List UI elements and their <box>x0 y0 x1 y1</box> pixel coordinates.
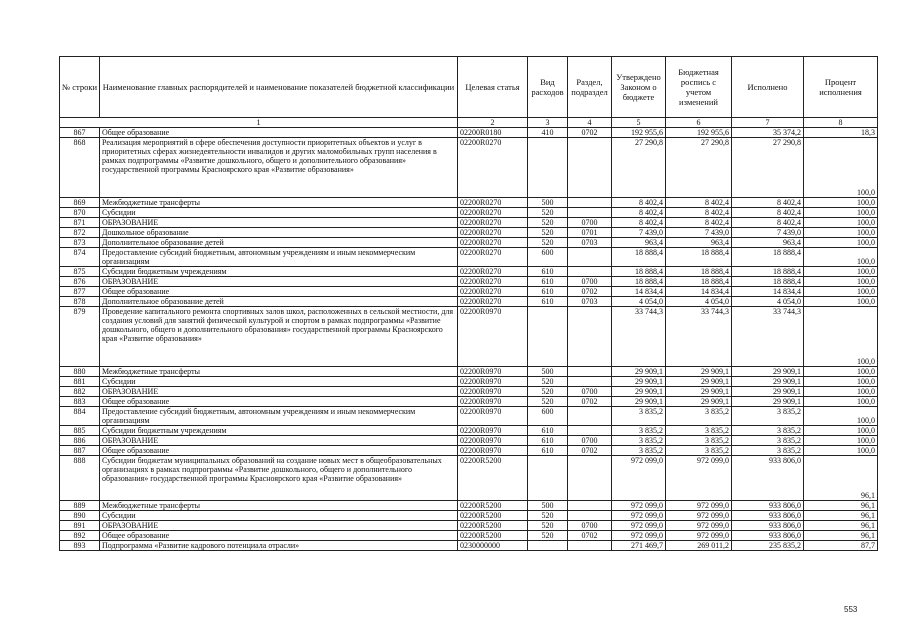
target-article: 02200R0270 <box>458 238 528 248</box>
section-code: 0700 <box>568 387 612 397</box>
column-number: 1 <box>60 118 458 128</box>
target-article: 02200R5200 <box>458 456 528 501</box>
budget-amount: 29 909,1 <box>666 367 732 377</box>
column-number: 2 <box>458 118 528 128</box>
approved-amount: 271 469,7 <box>612 541 666 551</box>
budget-amount: 7 439,0 <box>666 228 732 238</box>
execution-percent: 96,1 <box>804 531 878 541</box>
header-indicator-name: Наименование главных распорядителей и наименование показателей бюджетной классификации <box>100 57 458 118</box>
expense-type: 610 <box>528 267 568 277</box>
target-article: 02200R5200 <box>458 511 528 521</box>
execution-percent: 100,0 <box>804 397 878 407</box>
section-code <box>568 208 612 218</box>
indicator-name: Общее образование <box>100 128 458 138</box>
executed-amount: 35 374,2 <box>732 128 804 138</box>
execution-percent: 100,0 <box>804 267 878 277</box>
executed-amount: 18 888,4 <box>732 267 804 277</box>
section-code <box>568 248 612 267</box>
budget-amount: 972 099,0 <box>666 531 732 541</box>
execution-percent: 100,0 <box>804 436 878 446</box>
budget-amount: 972 099,0 <box>666 521 732 531</box>
target-article: 0230000000 <box>458 541 528 551</box>
execution-percent: 100,0 <box>804 228 878 238</box>
executed-amount: 235 835,2 <box>732 541 804 551</box>
budget-amount: 3 835,2 <box>666 446 732 456</box>
expense-type: 610 <box>528 436 568 446</box>
approved-amount: 3 835,2 <box>612 446 666 456</box>
approved-amount: 27 290,8 <box>612 138 666 198</box>
indicator-name: Субсидии бюджетным учреждениям <box>100 267 458 277</box>
execution-percent: 100,0 <box>804 446 878 456</box>
table-row <box>60 456 878 501</box>
column-number: 4 <box>568 118 612 128</box>
table-row <box>60 501 878 511</box>
executed-amount: 3 835,2 <box>732 446 804 456</box>
expense-type: 610 <box>528 297 568 307</box>
expense-type: 410 <box>528 128 568 138</box>
row-number: 871 <box>60 218 100 228</box>
row-number: 873 <box>60 238 100 248</box>
budget-execution-table <box>59 56 878 551</box>
column-number: 7 <box>732 118 804 128</box>
budget-amount: 8 402,4 <box>666 198 732 208</box>
expense-type <box>528 307 568 367</box>
budget-amount: 8 402,4 <box>666 218 732 228</box>
budget-amount: 972 099,0 <box>666 456 732 501</box>
approved-amount: 18 888,4 <box>612 277 666 287</box>
section-code: 0700 <box>568 436 612 446</box>
column-number-row <box>60 118 878 128</box>
column-number: 8 <box>804 118 878 128</box>
row-number: 888 <box>60 456 100 501</box>
executed-amount: 8 402,4 <box>732 208 804 218</box>
header-budget-schedule: Бюджетная роспись с учетом изменений <box>666 57 732 118</box>
target-article: 02200R0970 <box>458 387 528 397</box>
row-number: 875 <box>60 267 100 277</box>
row-number: 887 <box>60 446 100 456</box>
budget-amount: 3 835,2 <box>666 436 732 446</box>
execution-percent: 100,0 <box>804 208 878 218</box>
row-number: 882 <box>60 387 100 397</box>
approved-amount: 3 835,2 <box>612 436 666 446</box>
executed-amount: 3 835,2 <box>732 436 804 446</box>
header-row-number: № строки <box>60 57 100 118</box>
executed-amount: 8 402,4 <box>732 198 804 208</box>
table-row <box>60 446 878 456</box>
executed-amount: 933 806,0 <box>732 511 804 521</box>
executed-amount: 933 806,0 <box>732 531 804 541</box>
target-article: 02200R0270 <box>458 138 528 198</box>
indicator-name: Предоставление субсидий бюджетным, автономным учреждениям и иным некоммерческим организациям <box>100 248 458 267</box>
table-row <box>60 228 878 238</box>
execution-percent: 96,1 <box>804 511 878 521</box>
execution-percent: 100,0 <box>804 297 878 307</box>
row-number: 890 <box>60 511 100 521</box>
section-code: 0700 <box>568 521 612 531</box>
execution-percent: 96,1 <box>804 456 878 501</box>
execution-percent: 100,0 <box>804 307 878 367</box>
header-expense-type: Вид расходов <box>528 57 568 118</box>
budget-amount: 8 402,4 <box>666 208 732 218</box>
executed-amount: 933 806,0 <box>732 501 804 511</box>
budget-amount: 972 099,0 <box>666 511 732 521</box>
section-code <box>568 541 612 551</box>
approved-amount: 29 909,1 <box>612 397 666 407</box>
row-number: 880 <box>60 367 100 377</box>
budget-amount: 3 835,2 <box>666 426 732 436</box>
table-row <box>60 426 878 436</box>
expense-type <box>528 138 568 198</box>
executed-amount: 963,4 <box>732 238 804 248</box>
executed-amount: 14 834,4 <box>732 287 804 297</box>
approved-amount: 972 099,0 <box>612 531 666 541</box>
indicator-name: Дополнительное образование детей <box>100 238 458 248</box>
execution-percent: 100,0 <box>804 198 878 208</box>
execution-percent: 100,0 <box>804 238 878 248</box>
table-row <box>60 248 878 267</box>
column-number: 5 <box>612 118 666 128</box>
approved-amount: 192 955,6 <box>612 128 666 138</box>
executed-amount: 29 909,1 <box>732 387 804 397</box>
budget-amount: 963,4 <box>666 238 732 248</box>
target-article: 02200R0970 <box>458 407 528 426</box>
target-article: 02200R0970 <box>458 397 528 407</box>
section-code: 0702 <box>568 397 612 407</box>
target-article: 02200R0270 <box>458 248 528 267</box>
executed-amount: 18 888,4 <box>732 248 804 267</box>
indicator-name: Субсидии бюджетам муниципальных образований на создание новых мест в общеобразовательных организациях в рамках подпрограммы «Развитие дошкольного, общего и дополнительного образования» государственной программы Красноярского края «Развитие образования» <box>100 456 458 501</box>
budget-amount: 18 888,4 <box>666 248 732 267</box>
target-article: 02200R0270 <box>458 267 528 277</box>
approved-amount: 3 835,2 <box>612 426 666 436</box>
target-article: 02200R0270 <box>458 277 528 287</box>
execution-percent: 100,0 <box>804 367 878 377</box>
executed-amount: 3 835,2 <box>732 407 804 426</box>
section-code: 0700 <box>568 277 612 287</box>
indicator-name: Предоставление субсидий бюджетным, автономным учреждениям и иным некоммерческим организациям <box>100 407 458 426</box>
section-code: 0700 <box>568 218 612 228</box>
target-article: 02200R0970 <box>458 446 528 456</box>
indicator-name: Дошкольное образование <box>100 228 458 238</box>
row-number: 868 <box>60 138 100 198</box>
executed-amount: 4 054,0 <box>732 297 804 307</box>
expense-type: 500 <box>528 367 568 377</box>
row-number: 878 <box>60 297 100 307</box>
target-article: 02200R5200 <box>458 531 528 541</box>
executed-amount: 27 290,8 <box>732 138 804 198</box>
target-article: 02200R0970 <box>458 307 528 367</box>
section-code <box>568 198 612 208</box>
table-row <box>60 531 878 541</box>
expense-type: 610 <box>528 287 568 297</box>
approved-amount: 972 099,0 <box>612 521 666 531</box>
approved-amount: 3 835,2 <box>612 407 666 426</box>
budget-amount: 29 909,1 <box>666 387 732 397</box>
indicator-name: Субсидии <box>100 511 458 521</box>
expense-type: 500 <box>528 198 568 208</box>
indicator-name: Межбюджетные трансферты <box>100 501 458 511</box>
execution-percent: 100,0 <box>804 387 878 397</box>
budget-amount: 3 835,2 <box>666 407 732 426</box>
indicator-name: ОБРАЗОВАНИЕ <box>100 218 458 228</box>
section-code <box>568 501 612 511</box>
expense-type: 520 <box>528 531 568 541</box>
table-row <box>60 138 878 198</box>
executed-amount: 933 806,0 <box>732 521 804 531</box>
table-row <box>60 377 878 387</box>
indicator-name: Проведение капитального ремонта спортивных залов школ, расположенных в сельской местности, для создания условий для занятий физической культурой и спортом в рамках подпрограммы «Развитие дошкольного, общего и дополнительного образования» государственной программы Красноярского края «Развитие образования» <box>100 307 458 367</box>
row-number: 881 <box>60 377 100 387</box>
indicator-name: Субсидии <box>100 377 458 387</box>
target-article: 02200R0970 <box>458 377 528 387</box>
approved-amount: 8 402,4 <box>612 198 666 208</box>
expense-type: 520 <box>528 377 568 387</box>
row-number: 893 <box>60 541 100 551</box>
executed-amount: 933 806,0 <box>732 456 804 501</box>
section-code <box>568 307 612 367</box>
page-number: 553 <box>844 605 858 614</box>
budget-amount: 18 888,4 <box>666 277 732 287</box>
row-number: 885 <box>60 426 100 436</box>
row-number: 874 <box>60 248 100 267</box>
budget-amount: 4 054,0 <box>666 297 732 307</box>
row-number: 883 <box>60 397 100 407</box>
executed-amount: 29 909,1 <box>732 367 804 377</box>
execution-percent: 100,0 <box>804 277 878 287</box>
row-number: 869 <box>60 198 100 208</box>
approved-amount: 29 909,1 <box>612 387 666 397</box>
approved-amount: 29 909,1 <box>612 367 666 377</box>
header-executed: Исполнено <box>732 57 804 118</box>
header-approved: Утверждено Законом о бюджете <box>612 57 666 118</box>
budget-amount: 14 834,4 <box>666 287 732 297</box>
executed-amount: 3 835,2 <box>732 426 804 436</box>
target-article: 02200R0270 <box>458 297 528 307</box>
section-code <box>568 367 612 377</box>
section-code <box>568 407 612 426</box>
table-row <box>60 297 878 307</box>
target-article: 02200R0270 <box>458 287 528 297</box>
execution-percent: 100,0 <box>804 407 878 426</box>
row-number: 892 <box>60 531 100 541</box>
approved-amount: 4 054,0 <box>612 297 666 307</box>
section-code: 0703 <box>568 238 612 248</box>
budget-amount: 269 011,2 <box>666 541 732 551</box>
approved-amount: 33 744,3 <box>612 307 666 367</box>
indicator-name: Межбюджетные трансферты <box>100 198 458 208</box>
target-article: 02200R0270 <box>458 198 528 208</box>
approved-amount: 972 099,0 <box>612 501 666 511</box>
header-row <box>60 57 878 118</box>
section-code: 0702 <box>568 531 612 541</box>
table-row <box>60 287 878 297</box>
execution-percent: 100,0 <box>804 218 878 228</box>
executed-amount: 29 909,1 <box>732 377 804 387</box>
row-number: 877 <box>60 287 100 297</box>
target-article: 02200R0270 <box>458 218 528 228</box>
indicator-name: Общее образование <box>100 531 458 541</box>
table-row <box>60 238 878 248</box>
target-article: 02200R5200 <box>458 501 528 511</box>
executed-amount: 29 909,1 <box>732 397 804 407</box>
expense-type: 520 <box>528 397 568 407</box>
table-row <box>60 367 878 377</box>
section-code: 0701 <box>568 228 612 238</box>
section-code: 0702 <box>568 287 612 297</box>
expense-type: 610 <box>528 426 568 436</box>
section-code: 0702 <box>568 128 612 138</box>
execution-percent: 96,1 <box>804 501 878 511</box>
row-number: 876 <box>60 277 100 287</box>
target-article: 02200R0270 <box>458 228 528 238</box>
row-number: 886 <box>60 436 100 446</box>
table-row <box>60 521 878 531</box>
expense-type: 500 <box>528 501 568 511</box>
budget-amount: 192 955,6 <box>666 128 732 138</box>
section-code <box>568 511 612 521</box>
row-number: 872 <box>60 228 100 238</box>
budget-amount: 29 909,1 <box>666 377 732 387</box>
approved-amount: 8 402,4 <box>612 208 666 218</box>
approved-amount: 972 099,0 <box>612 511 666 521</box>
budget-amount: 27 290,8 <box>666 138 732 198</box>
approved-amount: 14 834,4 <box>612 287 666 297</box>
table-body <box>60 128 878 551</box>
header-section: Раздел, подраздел <box>568 57 612 118</box>
indicator-name: Межбюджетные трансферты <box>100 367 458 377</box>
execution-percent: 100,0 <box>804 138 878 198</box>
table-row <box>60 208 878 218</box>
approved-amount: 18 888,4 <box>612 267 666 277</box>
approved-amount: 972 099,0 <box>612 456 666 501</box>
indicator-name: Субсидии <box>100 208 458 218</box>
approved-amount: 29 909,1 <box>612 377 666 387</box>
row-number: 884 <box>60 407 100 426</box>
target-article: 02200R0970 <box>458 367 528 377</box>
indicator-name: Субсидии бюджетным учреждениям <box>100 426 458 436</box>
section-code <box>568 138 612 198</box>
budget-amount: 33 744,3 <box>666 307 732 367</box>
table-row <box>60 277 878 287</box>
indicator-name: ОБРАЗОВАНИЕ <box>100 277 458 287</box>
target-article: 02200R0970 <box>458 436 528 446</box>
execution-percent: 100,0 <box>804 287 878 297</box>
table-row <box>60 436 878 446</box>
target-article: 02200R5200 <box>458 521 528 531</box>
expense-type: 520 <box>528 218 568 228</box>
indicator-name: Общее образование <box>100 397 458 407</box>
indicator-name: Подпрограмма «Развитие кадрового потенциала отрасли» <box>100 541 458 551</box>
target-article: 02200R0270 <box>458 208 528 218</box>
table-row <box>60 267 878 277</box>
section-code: 0702 <box>568 446 612 456</box>
indicator-name: ОБРАЗОВАНИЕ <box>100 521 458 531</box>
execution-percent: 96,1 <box>804 521 878 531</box>
indicator-name: Общее образование <box>100 287 458 297</box>
expense-type: 520 <box>528 208 568 218</box>
header-percent: Процент исполнения <box>804 57 878 118</box>
approved-amount: 8 402,4 <box>612 218 666 228</box>
expense-type <box>528 456 568 501</box>
expense-type: 600 <box>528 248 568 267</box>
table-row <box>60 407 878 426</box>
execution-percent: 87,7 <box>804 541 878 551</box>
table-row <box>60 198 878 208</box>
section-code: 0703 <box>568 297 612 307</box>
execution-percent: 100,0 <box>804 377 878 387</box>
row-number: 879 <box>60 307 100 367</box>
executed-amount: 33 744,3 <box>732 307 804 367</box>
budget-amount: 29 909,1 <box>666 397 732 407</box>
target-article: 02200R0180 <box>458 128 528 138</box>
target-article: 02200R0970 <box>458 426 528 436</box>
budget-amount: 18 888,4 <box>666 267 732 277</box>
expense-type <box>528 541 568 551</box>
table-row <box>60 218 878 228</box>
indicator-name: Дополнительное образование детей <box>100 297 458 307</box>
execution-percent: 18,3 <box>804 128 878 138</box>
indicator-name: ОБРАЗОВАНИЕ <box>100 387 458 397</box>
section-code <box>568 267 612 277</box>
section-code <box>568 456 612 501</box>
row-number: 889 <box>60 501 100 511</box>
expense-type: 520 <box>528 228 568 238</box>
approved-amount: 18 888,4 <box>612 248 666 267</box>
execution-percent: 100,0 <box>804 426 878 436</box>
indicator-name: Реализация мероприятий в сфере обеспечения доступности приоритетных объектов и услуг в приоритетных сферах жизнедеятельности инвалидов и других маломобильных групп населения в рамках подпрограммы «Развитие дошкольного, общего и дополнительного образования» государственной программы Красноярского края «Развитие образования» <box>100 138 458 198</box>
column-number: 3 <box>528 118 568 128</box>
expense-type: 520 <box>528 387 568 397</box>
execution-percent: 100,0 <box>804 248 878 267</box>
budget-amount: 972 099,0 <box>666 501 732 511</box>
column-number: 6 <box>666 118 732 128</box>
executed-amount: 7 439,0 <box>732 228 804 238</box>
row-number: 867 <box>60 128 100 138</box>
expense-type: 520 <box>528 511 568 521</box>
expense-type: 610 <box>528 446 568 456</box>
approved-amount: 963,4 <box>612 238 666 248</box>
table-row <box>60 128 878 138</box>
table-row <box>60 387 878 397</box>
row-number: 891 <box>60 521 100 531</box>
expense-type: 610 <box>528 277 568 287</box>
executed-amount: 8 402,4 <box>732 218 804 228</box>
section-code <box>568 377 612 387</box>
executed-amount: 18 888,4 <box>732 277 804 287</box>
header-target-article: Целевая статья <box>458 57 528 118</box>
expense-type: 520 <box>528 238 568 248</box>
table-row <box>60 511 878 521</box>
indicator-name: Общее образование <box>100 446 458 456</box>
expense-type: 600 <box>528 407 568 426</box>
table-row <box>60 541 878 551</box>
row-number: 870 <box>60 208 100 218</box>
table-row <box>60 307 878 367</box>
expense-type: 520 <box>528 521 568 531</box>
table-row <box>60 397 878 407</box>
approved-amount: 7 439,0 <box>612 228 666 238</box>
indicator-name: ОБРАЗОВАНИЕ <box>100 436 458 446</box>
section-code <box>568 426 612 436</box>
